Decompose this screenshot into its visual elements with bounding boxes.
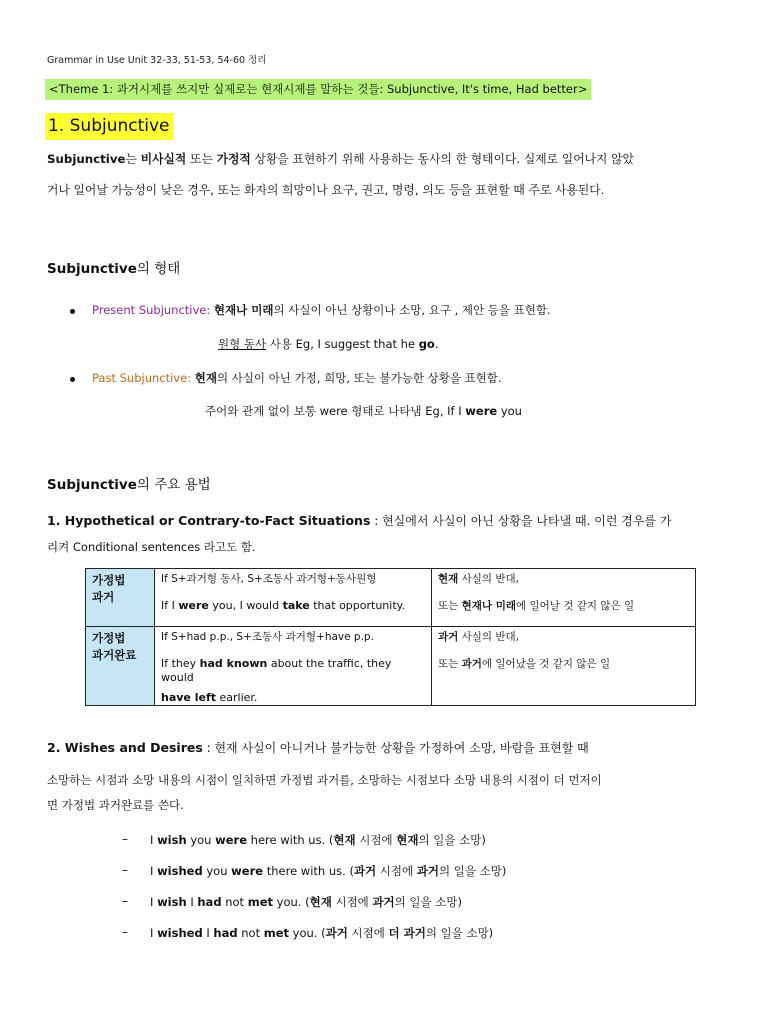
table-row-label: 가정법 과거 [86, 569, 155, 627]
dash-icon: – [122, 832, 128, 846]
table-cell-form: If S+과거형 동사, S+조동사 과거형+동사원형 If I were you, I would take that opportunity. [155, 569, 432, 627]
table-cell-meaning: 현재 사실의 반대, 또는 현재나 미래에 일어날 것 같지 않은 일 [432, 569, 696, 627]
present-subjunctive-item: Present Subjunctive: 현재나 미래의 사실이 아닌 상황이나 소망, 요구 , 제안 등을 표현함. [92, 303, 551, 317]
intro-line-2: 거나 일어날 가능성이 낮은 경우, 또는 화자의 희망이나 요구, 권고, 명령, 의도 등을 표현할 때 주로 사용된다. [47, 183, 605, 197]
usage-item-1-line2: 리켜 Conditional sentences 라고도 함. [47, 540, 256, 554]
past-subjunctive-item: Past Subjunctive: 현재의 사실이 아닌 가정, 희망, 또는 불가능한 상황을 표현함. [92, 371, 502, 385]
table-row [86, 569, 696, 627]
present-subjunctive-label: Present Subjunctive: [92, 303, 211, 317]
list-item: I wished you were there with us. (과거 시점에 과거의 일을 소망) [150, 864, 507, 878]
present-subjunctive-example: 원형 동사 사용 Eg, I suggest that he go. [218, 337, 439, 351]
subjunctive-table [85, 568, 696, 706]
bullet-icon [70, 377, 75, 382]
dash-icon: – [122, 894, 128, 908]
past-subjunctive-example: 주어와 관계 없이 보통 were 형태로 나타냄 Eg, If I were you [205, 404, 522, 418]
list-item: I wish you were here with us. (현재 시점에 현재의 일을 소망) [150, 833, 486, 847]
table-cell-meaning: 과거 사실의 반대, 또는 과거에 일어났을 것 같지 않은 일 [432, 627, 696, 706]
intro-term: Subjunctive [47, 152, 126, 166]
table-row [86, 627, 696, 706]
usage-item-2: 2. Wishes and Desires : 현재 사실이 아니거나 불가능한 상황을 가정하여 소망, 바람을 표현할 때 [47, 740, 589, 755]
usage-item-1: 1. Hypothetical or Contrary-to-Fact Situations : 현실에서 사실이 아닌 상황을 나타낼 때. 이런 경우를 가 [47, 513, 672, 528]
intro-line-1: Subjunctive는 비사실적 또는 가정적 상황을 표현하기 위해 사용하는 동사의 한 형태이다. 실제로 일어나지 않았 [47, 152, 634, 166]
list-item: I wish I had not met you. (현재 시점에 과거의 일을 소망) [150, 895, 463, 909]
document-header: Grammar in Use Unit 32-33, 51-53, 54-60 정리 [47, 55, 267, 66]
usage-item-2-p1: 소망하는 시점과 소망 내용의 시점이 일치하면 가정법 과거를, 소망하는 시점보다 소망 내용의 시점이 더 먼저이 [47, 773, 602, 787]
table-cell-form: If S+had p.p., S+조동사 과거형+have p.p. If they had known about the traffic, they would have left earlier. [155, 627, 432, 706]
form-heading: Subjunctive의 형태 [47, 261, 181, 277]
theme-banner: <Theme 1: 과거시제를 쓰지만 실제로는 현재시제를 말하는 것들: Subjunctive, It's time, Had better> [45, 79, 591, 100]
bullet-icon [70, 309, 75, 314]
dash-icon: – [122, 863, 128, 877]
list-item: I wished I had not met you. (과거 시점에 더 과거의 일을 소망) [150, 926, 494, 940]
past-subjunctive-label: Past Subjunctive: [92, 371, 192, 385]
usage-item-2-p2: 면 가정법 과거완료를 쓴다. [47, 798, 184, 812]
section-title: 1. Subjunctive [45, 113, 173, 140]
table-row-label: 가정법 과거완료 [86, 627, 155, 706]
dash-icon: – [122, 925, 128, 939]
usage-heading: Subjunctive의 주요 용법 [47, 477, 211, 493]
